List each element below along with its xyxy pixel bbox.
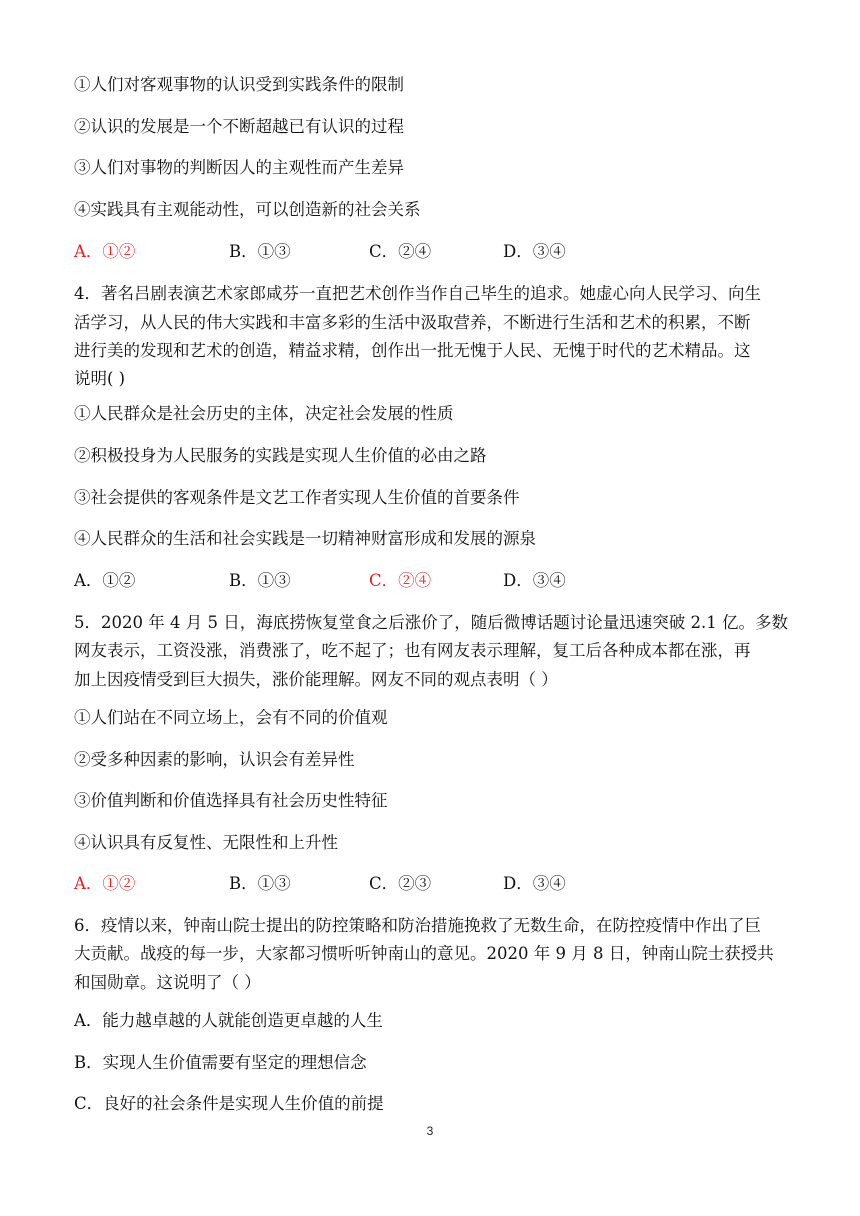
q3-option-c: C．②④ [369,242,432,261]
q5-statement-2: ②受多种因素的影响，认识会有差异性 [74,750,355,769]
q3-option-d: D．③④ [503,242,566,261]
q5-stem-line-3: 加上因疫情受到巨大损失，涨价能理解。网友不同的观点表明（ ） [74,670,558,689]
q5-statement-3: ③价值判断和价值选择具有社会历史性特征 [74,791,388,810]
q4-stem-line-1: 4．著名吕剧表演艺术家郎咸芬一直把艺术创作当作自己毕生的追求。她虚心向人民学习、向生 [74,284,761,303]
q5-option-d: D．③④ [503,874,566,893]
q4-statement-4: ④人民群众的生活和社会实践是一切精神财富形成和发展的源泉 [74,529,536,548]
q4-stem-line-4: 说明( ) [74,369,126,388]
q5-option-a: A．①② [74,874,136,893]
q6-stem-line-3: 和国勋章。这说明了（ ） [74,973,261,992]
q3-statement-1: ①人们对客观事物的认识受到实践条件的限制 [74,75,404,94]
q3-statement-3: ③人们对事物的判断因人的主观性而产生差异 [74,158,404,177]
q3-option-b: B．①③ [229,242,291,261]
q5-option-c: C．②③ [369,874,432,893]
q6-stem-line-1: 6．疫情以来，钟南山院士提出的防控策略和防治措施挽救了无数生命，在防控疫情中作出了巨 [74,916,761,935]
q4-statement-2: ②积极投身为人民服务的实践是实现人生价值的必由之路 [74,446,487,465]
q6-choice-c: C．良好的社会条件是实现人生价值的前提 [74,1094,384,1113]
q4-option-c: C．②④ [369,571,432,590]
q6-choice-b: B．实现人生价值需要有坚定的理想信念 [74,1053,367,1072]
q4-option-a: A．①② [74,571,136,590]
q5-stem-line-1: 5．2020 年 4 月 5 日，海底捞恢复堂食之后涨价了，随后微博话题讨论量迅速突破 2.1 亿。多数 [74,613,788,632]
q4-stem-line-2: 活学习，从人民的伟大实践和丰富多彩的生活中汲取营养，不断进行生活和艺术的积累，不断 [74,313,751,332]
q4-option-b: B．①③ [229,571,291,590]
q3-statement-4: ④实践具有主观能动性，可以创造新的社会关系 [74,200,421,219]
page-number: 3 [426,1124,434,1138]
q4-statement-1: ①人民群众是社会历史的主体，决定社会发展的性质 [74,404,454,423]
q6-choice-a: A．能力越卓越的人就能创造更卓越的人生 [74,1011,383,1030]
q4-stem-line-3: 进行美的发现和艺术的创造，精益求精，创作出一批无愧于人民、无愧于时代的艺术精品。这 [74,341,751,360]
q3-statement-2: ②认识的发展是一个不断超越已有认识的过程 [74,117,404,136]
q4-statement-3: ③社会提供的客观条件是文艺工作者实现人生价值的首要条件 [74,488,520,507]
q5-statement-1: ①人们站在不同立场上，会有不同的价值观 [74,708,388,727]
q5-option-b: B．①③ [229,874,291,893]
q3-option-a: A．①② [74,242,136,261]
q5-stem-line-2: 网友表示，工资没涨，消费涨了，吃不起了；也有网友表示理解，复工后各种成本都在涨，再 [74,641,751,660]
q5-statement-4: ④认识具有反复性、无限性和上升性 [74,833,338,852]
q4-option-d: D．③④ [503,571,566,590]
q6-stem-line-2: 大贡献。战疫的每一步，大家都习惯听听钟南山的意见。2020 年 9 月 8 日，钟南山院士获授共 [74,944,774,963]
